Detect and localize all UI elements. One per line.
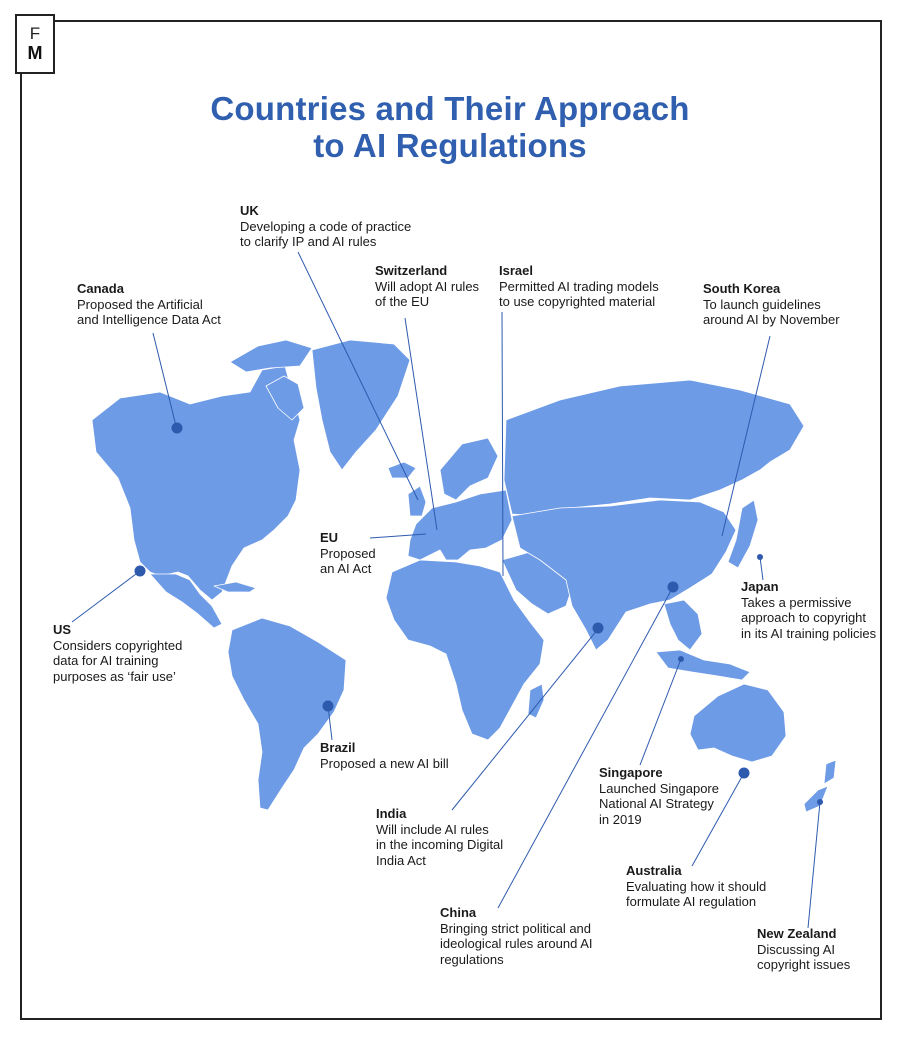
indonesia-islands (656, 650, 750, 680)
eu-desc: Proposed an AI Act (320, 545, 376, 576)
uk-desc: Developing a code of practice to clarify IP and AI rules (240, 218, 412, 249)
australia-marker (739, 768, 750, 779)
new-zealand-south-island (804, 786, 828, 812)
japan-name: Japan (741, 579, 779, 594)
title-line-2: to AI Regulations (313, 127, 587, 164)
us-desc: Considers copyrighted data for AI training purposes as ‘fair use’ (53, 637, 183, 684)
canada-label (77, 281, 221, 328)
eu-label (320, 530, 376, 577)
australia-landmass (690, 684, 786, 762)
arctic-islands (230, 340, 312, 372)
australia-desc: Evaluating how it should formulate AI regulation (626, 878, 767, 909)
iceland-landmass (388, 462, 416, 478)
russia-landmass (504, 380, 804, 516)
singapore-desc: Launched Singapore National AI Strategy in 2019 (599, 780, 719, 827)
india-marker (593, 623, 604, 634)
logo-letter-m: M (27, 43, 43, 63)
logo-letter-f: F (29, 24, 41, 43)
japan-label (741, 579, 876, 641)
eu-name: EU (320, 530, 339, 545)
south-korea-desc: To launch guidelines around AI by November (703, 296, 840, 327)
china-marker (668, 582, 679, 593)
singapore-label (599, 765, 719, 827)
south-korea-label (703, 281, 840, 328)
singapore-name: Singapore (599, 765, 663, 780)
new-zealand-landmass (824, 760, 836, 784)
us-leader-line (72, 571, 140, 622)
brazil-desc: Proposed a new AI bill (320, 755, 449, 771)
new-zealand-leader-line (808, 802, 820, 928)
singapore-marker (678, 656, 684, 662)
us-marker (135, 566, 146, 577)
uk-landmass (408, 486, 426, 516)
uk-label (240, 203, 411, 250)
india-label (376, 806, 503, 868)
canada-marker (172, 423, 183, 434)
israel-label (499, 263, 659, 310)
new-zealand-label (757, 926, 850, 973)
israel-name: Israel (499, 263, 533, 278)
canada-name: Canada (77, 281, 124, 296)
page-title (0, 90, 900, 164)
us-label (53, 622, 182, 684)
north-america-landmass (92, 366, 300, 600)
china-desc: Bringing strict political and ideological rules around AI regulations (440, 920, 593, 967)
fm-logo (15, 14, 55, 74)
japan-marker (757, 554, 763, 560)
new-zealand-name: New Zealand (757, 926, 837, 941)
brazil-name: Brazil (320, 740, 356, 755)
south-america-landmass (228, 618, 346, 810)
southeast-asia-landmass (664, 600, 702, 650)
south-korea-name: South Korea (703, 281, 781, 296)
greenland-landmass (312, 340, 410, 470)
singapore-leader-line (640, 659, 681, 765)
canada-desc: Proposed the Artificial and Intelligence Data Act (77, 296, 221, 327)
china-name: China (440, 905, 477, 920)
switzerland-label (375, 263, 479, 310)
scandinavia-landmass (440, 438, 498, 500)
japan-leader-line (760, 557, 763, 580)
brazil-label (320, 740, 449, 771)
new-zealand-desc: Discussing AI copyright issues (757, 941, 851, 972)
title-line-1: Countries and Their Approach (210, 90, 690, 127)
uk-name: UK (240, 203, 259, 218)
us-name: US (53, 622, 72, 637)
australia-name: Australia (626, 863, 682, 878)
india-name: India (376, 806, 407, 821)
switzerland-desc: Will adopt AI rules of the EU (375, 278, 480, 309)
new-zealand-marker (817, 799, 823, 805)
israel-desc: Permitted AI trading models to use copyrighted material (499, 278, 659, 309)
australia-label (626, 863, 766, 910)
china-label (440, 905, 593, 967)
india-desc: Will include AI rules in the incoming Digital India Act (376, 821, 504, 868)
switzerland-name: Switzerland (375, 263, 448, 278)
japan-desc: Takes a permissive approach to copyright in its AI training policies (741, 594, 877, 641)
brazil-marker (323, 701, 334, 712)
